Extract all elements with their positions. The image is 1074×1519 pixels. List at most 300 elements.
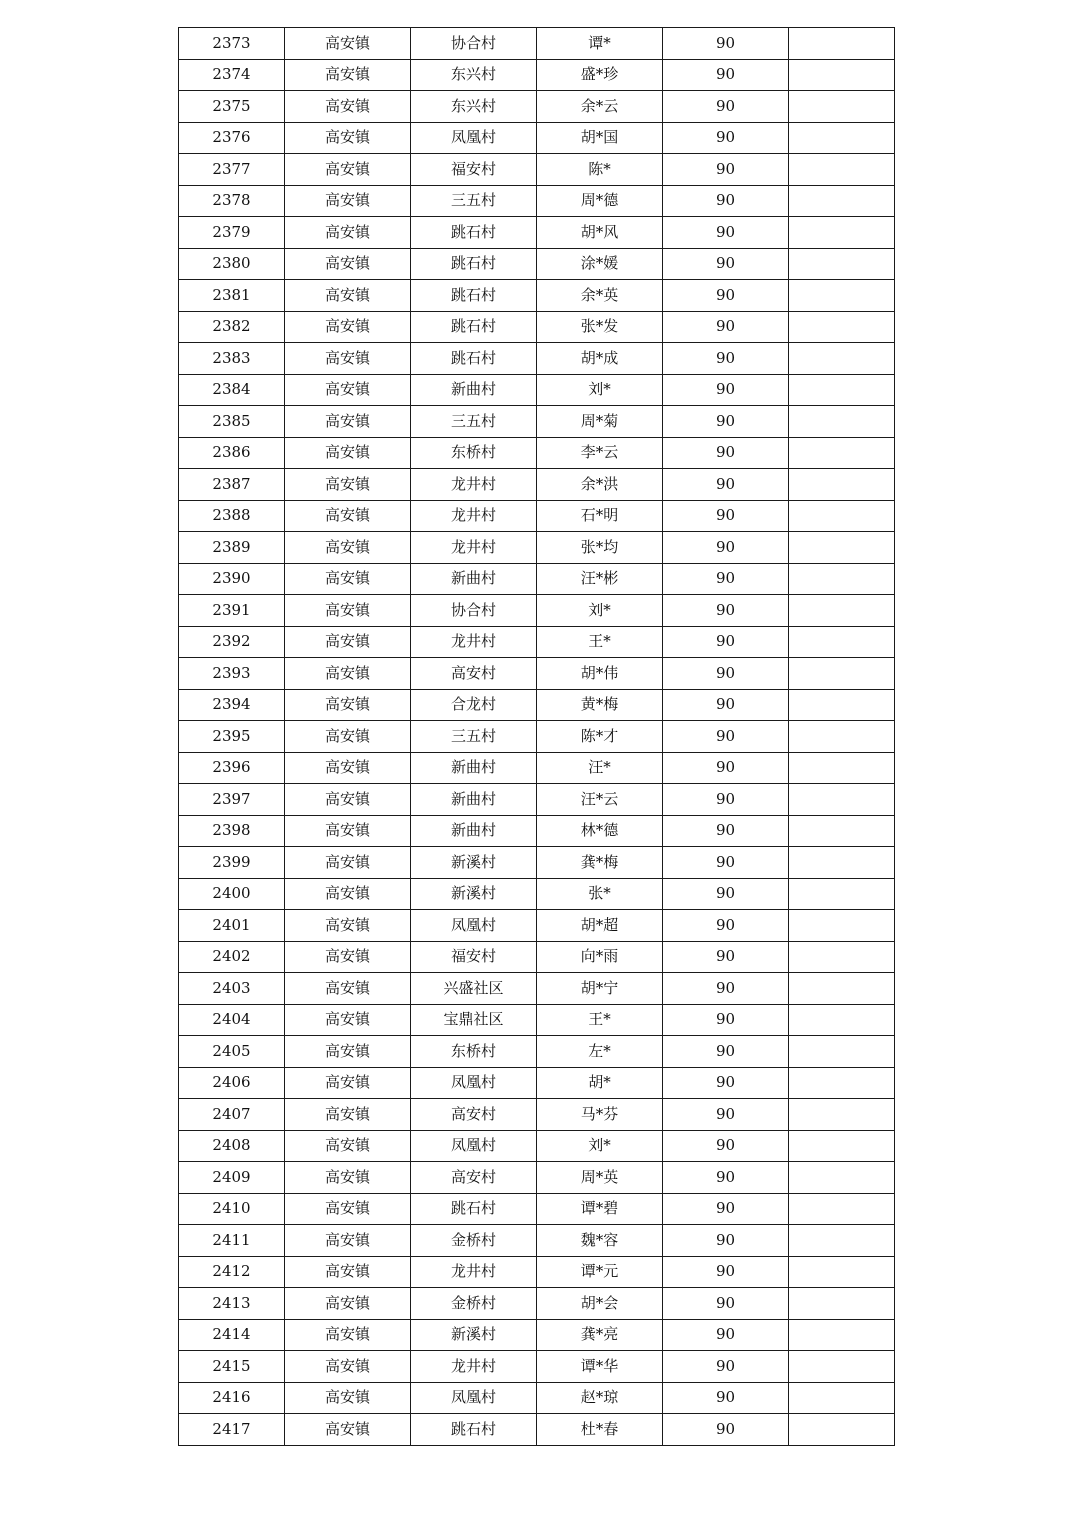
cell-name: 林*德: [537, 815, 663, 847]
cell-note: [789, 217, 895, 249]
cell-amount: 90: [663, 1225, 789, 1257]
cell-serial-number: 2401: [179, 910, 285, 942]
cell-note: [789, 847, 895, 879]
cell-amount: 90: [663, 658, 789, 690]
cell-note: [789, 343, 895, 375]
cell-name: 谭*: [537, 28, 663, 60]
cell-amount: 90: [663, 1036, 789, 1068]
cell-amount: 90: [663, 217, 789, 249]
table-row: [179, 847, 895, 879]
cell-amount: 90: [663, 437, 789, 469]
cell-town: 高安镇: [285, 1193, 411, 1225]
cell-name: 谭*元: [537, 1256, 663, 1288]
cell-name: 刘*: [537, 595, 663, 627]
table-row: [179, 500, 895, 532]
cell-amount: 90: [663, 1351, 789, 1383]
cell-serial-number: 2391: [179, 595, 285, 627]
cell-serial-number: 2386: [179, 437, 285, 469]
table-row: [179, 122, 895, 154]
cell-name: 向*雨: [537, 941, 663, 973]
cell-name: 胡*伟: [537, 658, 663, 690]
cell-note: [789, 437, 895, 469]
cell-town: 高安镇: [285, 532, 411, 564]
cell-village: 东桥村: [411, 1036, 537, 1068]
cell-note: [789, 1382, 895, 1414]
cell-serial-number: 2396: [179, 752, 285, 784]
cell-village: 新曲村: [411, 752, 537, 784]
cell-amount: 90: [663, 280, 789, 312]
cell-amount: 90: [663, 374, 789, 406]
cell-town: 高安镇: [285, 248, 411, 280]
cell-note: [789, 91, 895, 123]
cell-serial-number: 2412: [179, 1256, 285, 1288]
cell-serial-number: 2399: [179, 847, 285, 879]
cell-village: 跳石村: [411, 311, 537, 343]
cell-amount: 90: [663, 1004, 789, 1036]
cell-amount: 90: [663, 91, 789, 123]
cell-amount: 90: [663, 689, 789, 721]
cell-note: [789, 941, 895, 973]
cell-village: 协合村: [411, 28, 537, 60]
cell-amount: 90: [663, 784, 789, 816]
cell-town: 高安镇: [285, 122, 411, 154]
cell-amount: 90: [663, 500, 789, 532]
cell-note: [789, 973, 895, 1005]
cell-village: 跳石村: [411, 343, 537, 375]
cell-note: [789, 28, 895, 60]
table-row: [179, 973, 895, 1005]
cell-town: 高安镇: [285, 437, 411, 469]
cell-amount: 90: [663, 973, 789, 1005]
cell-serial-number: 2377: [179, 154, 285, 186]
cell-village: 龙井村: [411, 532, 537, 564]
cell-town: 高安镇: [285, 626, 411, 658]
cell-village: 宝鼎社区: [411, 1004, 537, 1036]
cell-note: [789, 311, 895, 343]
cell-serial-number: 2407: [179, 1099, 285, 1131]
table-row: [179, 154, 895, 186]
cell-amount: 90: [663, 122, 789, 154]
cell-village: 龙井村: [411, 1256, 537, 1288]
table-row: [179, 721, 895, 753]
table-row: [179, 815, 895, 847]
cell-village: 凤凰村: [411, 910, 537, 942]
cell-village: 东桥村: [411, 437, 537, 469]
cell-note: [789, 626, 895, 658]
cell-town: 高安镇: [285, 406, 411, 438]
cell-serial-number: 2379: [179, 217, 285, 249]
cell-name: 王*: [537, 1004, 663, 1036]
cell-name: 马*芬: [537, 1099, 663, 1131]
cell-serial-number: 2411: [179, 1225, 285, 1257]
cell-note: [789, 154, 895, 186]
cell-name: 黄*梅: [537, 689, 663, 721]
cell-serial-number: 2416: [179, 1382, 285, 1414]
table-row: [179, 91, 895, 123]
table-row: [179, 1351, 895, 1383]
cell-amount: 90: [663, 1319, 789, 1351]
cell-serial-number: 2414: [179, 1319, 285, 1351]
cell-town: 高安镇: [285, 941, 411, 973]
cell-serial-number: 2404: [179, 1004, 285, 1036]
cell-name: 杜*春: [537, 1414, 663, 1446]
cell-village: 高安村: [411, 1099, 537, 1131]
cell-name: 余*洪: [537, 469, 663, 501]
cell-serial-number: 2384: [179, 374, 285, 406]
table-row: [179, 248, 895, 280]
table-row: [179, 658, 895, 690]
cell-serial-number: 2374: [179, 59, 285, 91]
cell-note: [789, 500, 895, 532]
cell-name: 谭*碧: [537, 1193, 663, 1225]
cell-name: 龚*亮: [537, 1319, 663, 1351]
table-row: [179, 1382, 895, 1414]
cell-name: 胡*宁: [537, 973, 663, 1005]
cell-name: 魏*容: [537, 1225, 663, 1257]
cell-town: 高安镇: [285, 311, 411, 343]
table-row: [179, 626, 895, 658]
table-body: [179, 28, 895, 1446]
table-row: [179, 878, 895, 910]
cell-serial-number: 2406: [179, 1067, 285, 1099]
cell-town: 高安镇: [285, 217, 411, 249]
cell-amount: 90: [663, 59, 789, 91]
cell-village: 跳石村: [411, 1414, 537, 1446]
table-row: [179, 311, 895, 343]
cell-village: 龙井村: [411, 500, 537, 532]
cell-amount: 90: [663, 343, 789, 375]
cell-village: 三五村: [411, 406, 537, 438]
table-row: [179, 784, 895, 816]
cell-village: 金桥村: [411, 1288, 537, 1320]
cell-serial-number: 2387: [179, 469, 285, 501]
table-row: [179, 752, 895, 784]
cell-note: [789, 1288, 895, 1320]
cell-town: 高安镇: [285, 973, 411, 1005]
cell-town: 高安镇: [285, 1256, 411, 1288]
cell-town: 高安镇: [285, 154, 411, 186]
cell-note: [789, 1067, 895, 1099]
table-row: [179, 1162, 895, 1194]
cell-serial-number: 2378: [179, 185, 285, 217]
cell-town: 高安镇: [285, 374, 411, 406]
cell-amount: 90: [663, 563, 789, 595]
cell-village: 福安村: [411, 941, 537, 973]
cell-amount: 90: [663, 1099, 789, 1131]
cell-name: 汪*云: [537, 784, 663, 816]
table-row: [179, 1099, 895, 1131]
table-row: [179, 1288, 895, 1320]
cell-name: 陈*才: [537, 721, 663, 753]
cell-serial-number: 2395: [179, 721, 285, 753]
cell-serial-number: 2393: [179, 658, 285, 690]
cell-note: [789, 784, 895, 816]
cell-note: [789, 658, 895, 690]
cell-town: 高安镇: [285, 1351, 411, 1383]
cell-name: 左*: [537, 1036, 663, 1068]
cell-note: [789, 1036, 895, 1068]
cell-amount: 90: [663, 721, 789, 753]
cell-town: 高安镇: [285, 1004, 411, 1036]
cell-serial-number: 2373: [179, 28, 285, 60]
cell-village: 凤凰村: [411, 122, 537, 154]
cell-note: [789, 1099, 895, 1131]
cell-town: 高安镇: [285, 91, 411, 123]
cell-serial-number: 2410: [179, 1193, 285, 1225]
data-table: [178, 27, 895, 1446]
cell-serial-number: 2415: [179, 1351, 285, 1383]
table-row: [179, 1036, 895, 1068]
cell-village: 凤凰村: [411, 1130, 537, 1162]
table-row: [179, 941, 895, 973]
cell-amount: 90: [663, 815, 789, 847]
cell-town: 高安镇: [285, 784, 411, 816]
cell-amount: 90: [663, 1162, 789, 1194]
cell-name: 余*云: [537, 91, 663, 123]
cell-town: 高安镇: [285, 1036, 411, 1068]
cell-note: [789, 185, 895, 217]
cell-town: 高安镇: [285, 500, 411, 532]
cell-village: 东兴村: [411, 91, 537, 123]
cell-village: 新溪村: [411, 1319, 537, 1351]
cell-serial-number: 2408: [179, 1130, 285, 1162]
cell-serial-number: 2383: [179, 343, 285, 375]
cell-village: 兴盛社区: [411, 973, 537, 1005]
table-row: [179, 1004, 895, 1036]
cell-village: 跳石村: [411, 217, 537, 249]
cell-town: 高安镇: [285, 878, 411, 910]
cell-amount: 90: [663, 532, 789, 564]
cell-note: [789, 59, 895, 91]
table-row: [179, 1193, 895, 1225]
cell-town: 高安镇: [285, 595, 411, 627]
cell-amount: 90: [663, 28, 789, 60]
table-row: [179, 343, 895, 375]
cell-name: 胡*: [537, 1067, 663, 1099]
table-row: [179, 406, 895, 438]
cell-village: 龙井村: [411, 626, 537, 658]
cell-town: 高安镇: [285, 1414, 411, 1446]
cell-village: 新溪村: [411, 878, 537, 910]
cell-name: 张*均: [537, 532, 663, 564]
table-row: [179, 280, 895, 312]
cell-town: 高安镇: [285, 847, 411, 879]
table-row: [179, 1414, 895, 1446]
cell-serial-number: 2385: [179, 406, 285, 438]
cell-town: 高安镇: [285, 815, 411, 847]
cell-note: [789, 1225, 895, 1257]
table-row: [179, 689, 895, 721]
cell-note: [789, 1130, 895, 1162]
table-row: [179, 910, 895, 942]
cell-village: 福安村: [411, 154, 537, 186]
cell-village: 跳石村: [411, 1193, 537, 1225]
cell-serial-number: 2394: [179, 689, 285, 721]
cell-village: 新曲村: [411, 784, 537, 816]
cell-note: [789, 280, 895, 312]
cell-name: 李*云: [537, 437, 663, 469]
cell-village: 新曲村: [411, 374, 537, 406]
cell-village: 高安村: [411, 658, 537, 690]
cell-village: 龙井村: [411, 1351, 537, 1383]
cell-serial-number: 2398: [179, 815, 285, 847]
cell-town: 高安镇: [285, 185, 411, 217]
table-row: [179, 1256, 895, 1288]
cell-note: [789, 122, 895, 154]
table-row: [179, 59, 895, 91]
cell-village: 跳石村: [411, 280, 537, 312]
cell-amount: 90: [663, 595, 789, 627]
cell-town: 高安镇: [285, 280, 411, 312]
cell-name: 张*发: [537, 311, 663, 343]
cell-town: 高安镇: [285, 1319, 411, 1351]
cell-serial-number: 2417: [179, 1414, 285, 1446]
cell-town: 高安镇: [285, 469, 411, 501]
cell-village: 新溪村: [411, 847, 537, 879]
cell-note: [789, 1004, 895, 1036]
cell-amount: 90: [663, 154, 789, 186]
cell-note: [789, 1193, 895, 1225]
cell-town: 高安镇: [285, 1099, 411, 1131]
cell-serial-number: 2388: [179, 500, 285, 532]
cell-name: 余*英: [537, 280, 663, 312]
cell-name: 赵*琼: [537, 1382, 663, 1414]
cell-serial-number: 2389: [179, 532, 285, 564]
cell-amount: 90: [663, 752, 789, 784]
cell-note: [789, 1414, 895, 1446]
cell-serial-number: 2413: [179, 1288, 285, 1320]
cell-name: 石*明: [537, 500, 663, 532]
cell-amount: 90: [663, 1414, 789, 1446]
cell-name: 周*德: [537, 185, 663, 217]
cell-name: 谭*华: [537, 1351, 663, 1383]
cell-note: [789, 563, 895, 595]
table-row: [179, 217, 895, 249]
cell-amount: 90: [663, 626, 789, 658]
cell-serial-number: 2380: [179, 248, 285, 280]
cell-serial-number: 2392: [179, 626, 285, 658]
cell-note: [789, 878, 895, 910]
cell-name: 涂*媛: [537, 248, 663, 280]
table-row: [179, 374, 895, 406]
cell-village: 东兴村: [411, 59, 537, 91]
cell-town: 高安镇: [285, 752, 411, 784]
cell-name: 胡*超: [537, 910, 663, 942]
cell-village: 跳石村: [411, 248, 537, 280]
cell-village: 三五村: [411, 721, 537, 753]
cell-town: 高安镇: [285, 1288, 411, 1320]
cell-note: [789, 752, 895, 784]
cell-note: [789, 1319, 895, 1351]
cell-town: 高安镇: [285, 1162, 411, 1194]
cell-town: 高安镇: [285, 1225, 411, 1257]
cell-note: [789, 532, 895, 564]
cell-village: 龙井村: [411, 469, 537, 501]
cell-name: 盛*珍: [537, 59, 663, 91]
cell-village: 新曲村: [411, 815, 537, 847]
cell-name: 胡*风: [537, 217, 663, 249]
cell-name: 汪*彬: [537, 563, 663, 595]
cell-village: 三五村: [411, 185, 537, 217]
cell-serial-number: 2405: [179, 1036, 285, 1068]
cell-village: 凤凰村: [411, 1382, 537, 1414]
cell-serial-number: 2409: [179, 1162, 285, 1194]
cell-amount: 90: [663, 1130, 789, 1162]
cell-note: [789, 1162, 895, 1194]
cell-name: 周*菊: [537, 406, 663, 438]
table-row: [179, 1130, 895, 1162]
table-row: [179, 1319, 895, 1351]
cell-name: 刘*: [537, 1130, 663, 1162]
cell-amount: 90: [663, 185, 789, 217]
cell-name: 龚*梅: [537, 847, 663, 879]
cell-village: 凤凰村: [411, 1067, 537, 1099]
cell-note: [789, 406, 895, 438]
cell-serial-number: 2403: [179, 973, 285, 1005]
cell-note: [789, 910, 895, 942]
cell-amount: 90: [663, 1288, 789, 1320]
table-row: [179, 469, 895, 501]
table-row: [179, 595, 895, 627]
table-row: [179, 1067, 895, 1099]
cell-serial-number: 2402: [179, 941, 285, 973]
table-row: [179, 185, 895, 217]
cell-serial-number: 2390: [179, 563, 285, 595]
cell-village: 金桥村: [411, 1225, 537, 1257]
cell-town: 高安镇: [285, 563, 411, 595]
cell-note: [789, 248, 895, 280]
table-row: [179, 563, 895, 595]
cell-note: [789, 595, 895, 627]
cell-amount: 90: [663, 910, 789, 942]
cell-amount: 90: [663, 311, 789, 343]
cell-note: [789, 374, 895, 406]
cell-village: 协合村: [411, 595, 537, 627]
cell-serial-number: 2376: [179, 122, 285, 154]
cell-village: 新曲村: [411, 563, 537, 595]
cell-amount: 90: [663, 1193, 789, 1225]
cell-serial-number: 2382: [179, 311, 285, 343]
cell-town: 高安镇: [285, 1067, 411, 1099]
table-row: [179, 532, 895, 564]
cell-name: 张*: [537, 878, 663, 910]
cell-name: 胡*国: [537, 122, 663, 154]
cell-note: [789, 721, 895, 753]
cell-amount: 90: [663, 1067, 789, 1099]
cell-town: 高安镇: [285, 721, 411, 753]
cell-village: 合龙村: [411, 689, 537, 721]
cell-town: 高安镇: [285, 343, 411, 375]
cell-serial-number: 2400: [179, 878, 285, 910]
cell-amount: 90: [663, 406, 789, 438]
cell-town: 高安镇: [285, 689, 411, 721]
cell-name: 汪*: [537, 752, 663, 784]
cell-amount: 90: [663, 847, 789, 879]
table-row: [179, 1225, 895, 1257]
table-row: [179, 437, 895, 469]
cell-name: 胡*会: [537, 1288, 663, 1320]
cell-note: [789, 815, 895, 847]
cell-amount: 90: [663, 1382, 789, 1414]
cell-note: [789, 1256, 895, 1288]
cell-serial-number: 2397: [179, 784, 285, 816]
cell-amount: 90: [663, 878, 789, 910]
cell-note: [789, 1351, 895, 1383]
cell-town: 高安镇: [285, 1382, 411, 1414]
cell-town: 高安镇: [285, 1130, 411, 1162]
cell-note: [789, 469, 895, 501]
cell-name: 陈*: [537, 154, 663, 186]
